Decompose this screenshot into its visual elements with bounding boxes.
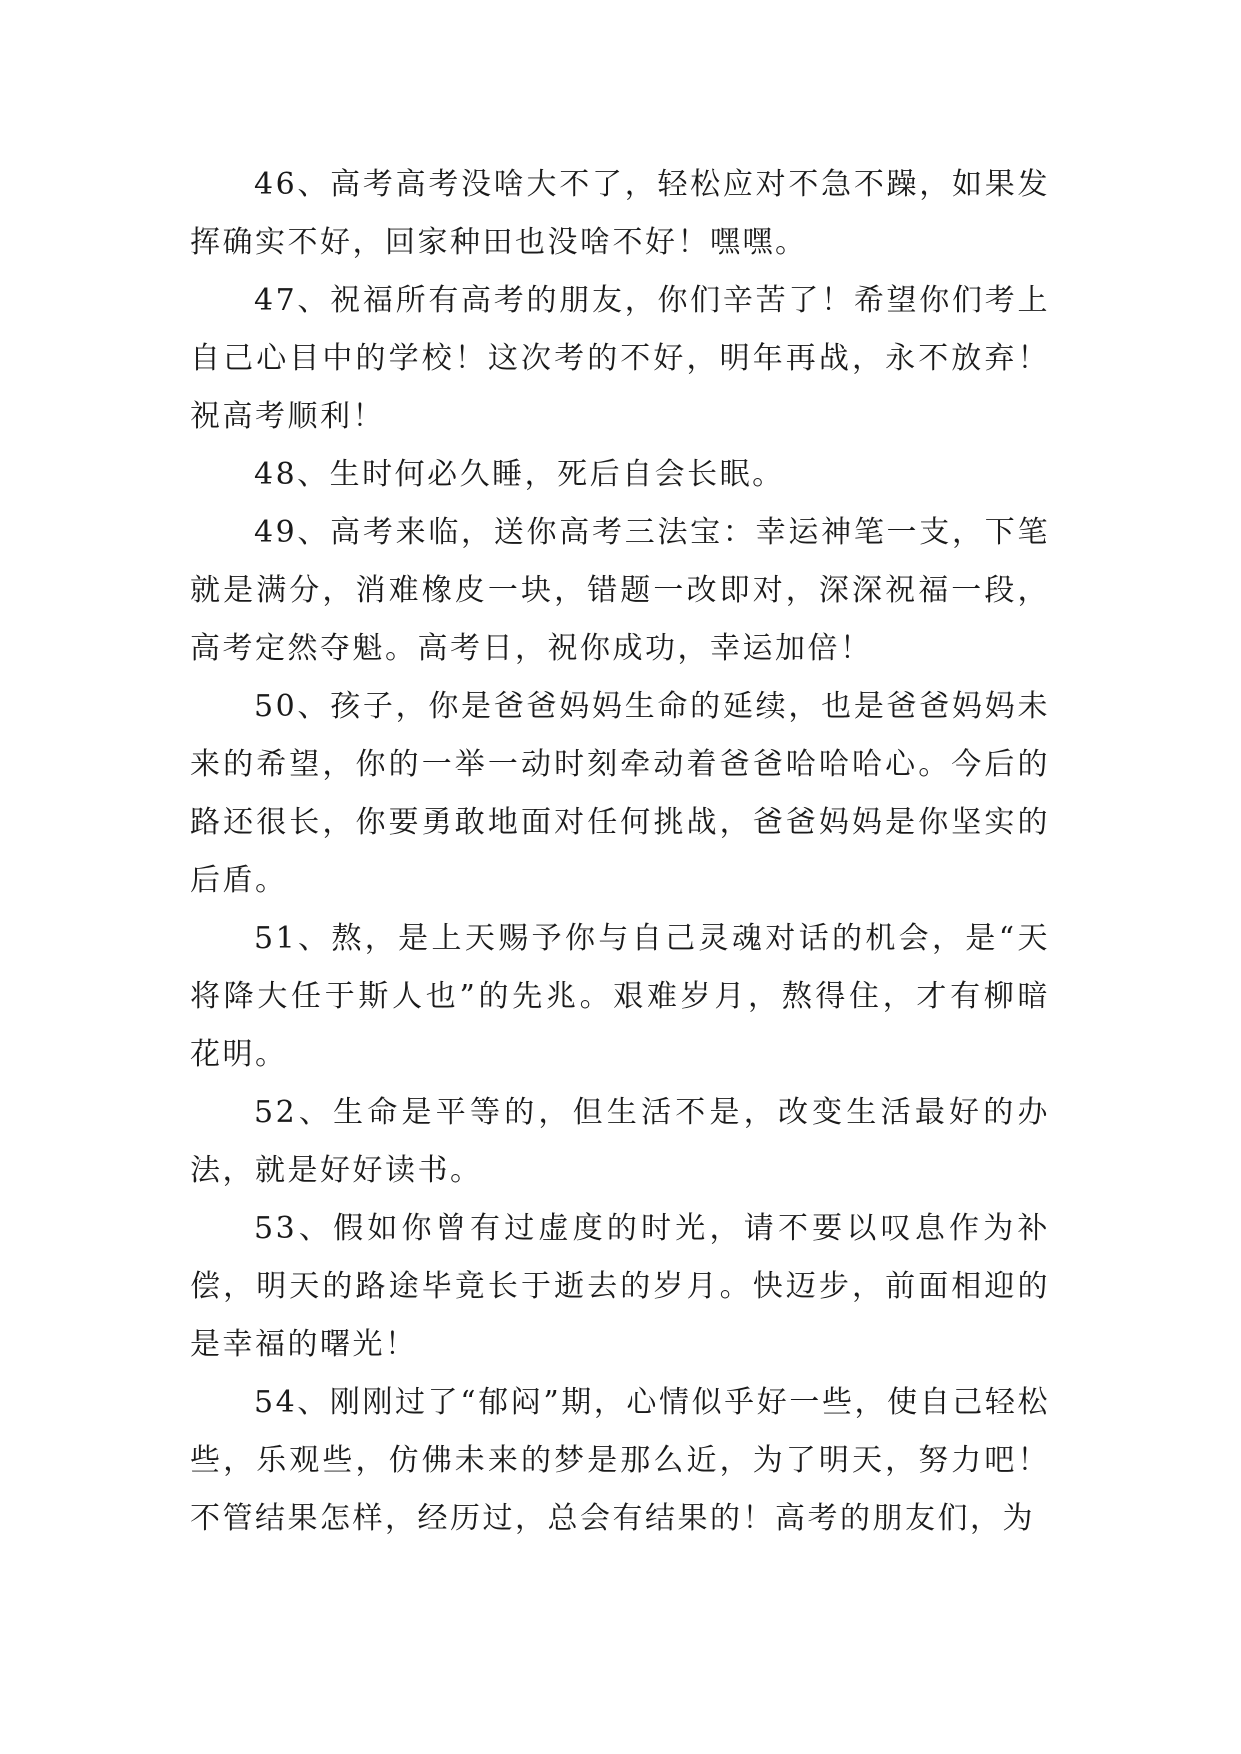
paragraph-52: 52、生命是平等的，但生活不是，改变生活最好的办法，就是好好读书。 [190, 1095, 1050, 1188]
document-body [190, 156, 1050, 1548]
paragraph-46: 46、高考高考没啥大不了，轻松应对不急不躁，如果发挥确实不好，回家种田也没啥不好！嘿嘿。 [190, 167, 1050, 260]
paragraph-54: 54、刚刚过了“郁闷”期，心情似乎好一些，使自己轻松些，乐观些，仿佛未来的梦是那么近，为了明天，努力吧！不管结果怎样，经历过，总会有结果的！高考的朋友们，为 [190, 1385, 1050, 1536]
paragraph-53: 53、假如你曾有过虚度的时光，请不要以叹息作为补偿，明天的路途毕竟长于逝去的岁月。快迈步，前面相迎的是幸福的曙光！ [190, 1211, 1050, 1362]
paragraph-49: 49、高考来临，送你高考三法宝：幸运神笔一支，下笔就是满分，消难橡皮一块，错题一改即对，深深祝福一段，高考定然夺魁。高考日，祝你成功，幸运加倍！ [190, 515, 1050, 666]
paragraph-48: 48、生时何必久睡，死后自会长眠。 [254, 457, 785, 492]
paragraph-47: 47、祝福所有高考的朋友，你们辛苦了！希望你们考上自己心目中的学校！这次考的不好，明年再战，永不放弃！祝高考顺利！ [190, 283, 1050, 434]
paragraph-50: 50、孩子，你是爸爸妈妈生命的延续，也是爸爸妈妈未来的希望，你的一举一动时刻牵动着爸爸哈哈哈心。今后的路还很长，你要勇敢地面对任何挑战，爸爸妈妈是你坚实的后盾。 [190, 689, 1050, 898]
paragraph-51: 51、熬，是上天赐予你与自己灵魂对话的机会，是“天将降大任于斯人也”的先兆。艰难岁月，熬得住，才有柳暗花明。 [190, 921, 1050, 1072]
